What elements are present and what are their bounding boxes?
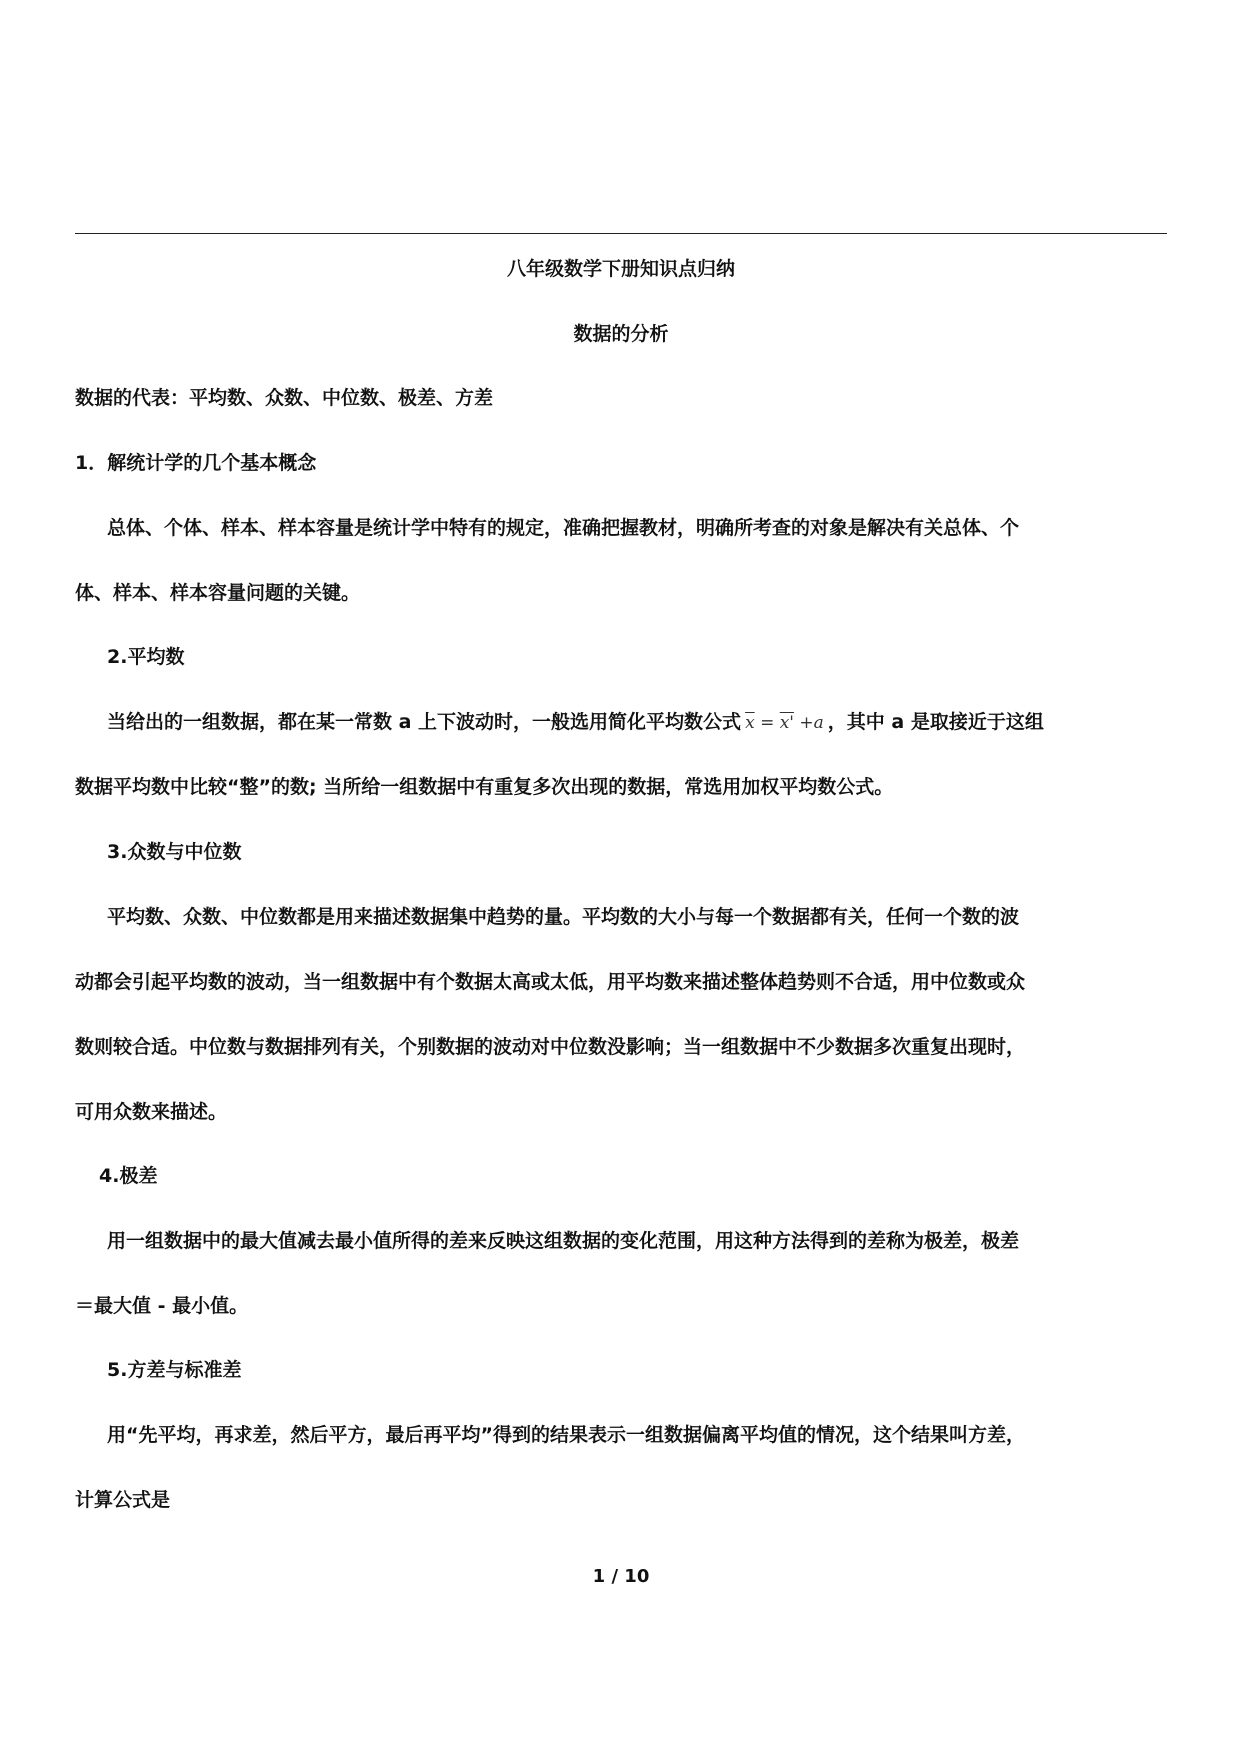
simplified-mean-formula (745, 713, 824, 733)
section-5-line-2: 计算公式是 (75, 1489, 171, 1511)
intro-line: 数据的代表：平均数、众数、中位数、极差、方差 (75, 387, 494, 409)
section-4-line-1: 用一组数据中的最大值减去最小值所得的差来反映这组数据的变化范围，用这种方法得到的差称为极差，极差 (107, 1230, 1020, 1252)
section-2-line-2: 数据平均数中比较“整”的数; 当所给一组数据中有重复多次出现的数据，常选用加权平均数公式。 (75, 776, 894, 798)
section-heading-2: 2.平均数 (107, 646, 185, 668)
document-title: 八年级数学下册知识点归纳 (506, 258, 735, 280)
section-1-line-2: 体、样本、样本容量问题的关键。 (75, 582, 361, 604)
section-3-line-4: 可用众数来描述。 (75, 1101, 228, 1123)
section-2-line-1-before: 当给出的一组数据，都在某一常数 a 上下波动时，一般选用简化平均数公式 (107, 711, 742, 733)
page-number: 1 / 10 (592, 1566, 650, 1587)
section-heading-1: 1．解统计学的几个基本概念 (75, 452, 317, 474)
header-rule (75, 233, 1167, 234)
section-2-line-1 (107, 713, 1044, 732)
section-3-line-3: 数则较合适。中位数与数据排列有关，个别数据的波动对中位数没影响；当一组数据中不少数据多次重复出现时， (75, 1036, 1026, 1058)
section-5-line-1: 用“先平均，再求差，然后平方，最后再平均”得到的结果表示一组数据偏离平均值的情况，这个结果叫方差， (107, 1424, 1025, 1446)
formula-plus: +a (799, 713, 824, 733)
section-heading-4: 4.极差 (99, 1165, 158, 1187)
section-1-line-1: 总体、个体、样本、样本容量是统计学中特有的规定，准确把握教材，明确所考查的对象是解决有关总体、个 (107, 517, 1020, 539)
formula-lhs: $\overline{x}$ (745, 713, 755, 733)
formula-eq: = (760, 713, 775, 733)
section-3-line-1: 平均数、众数、中位数都是用来描述数据集中趋势的量。平均数的大小与每一个数据都有关，任何一个数的波 (107, 906, 1020, 928)
section-heading-3: 3.众数与中位数 (107, 841, 242, 863)
section-heading-5: 5.方差与标准差 (107, 1359, 242, 1381)
document-subtitle: 数据的分析 (573, 323, 669, 345)
formula-rhs: x' (779, 713, 794, 733)
section-4-line-2: ＝最大值 - 最小值。 (75, 1295, 249, 1317)
section-3-line-2: 动都会引起平均数的波动，当一组数据中有个数据太高或太低，用平均数来描述整体趋势则不合适，用中位数或众 (75, 971, 1026, 993)
section-2-line-1-after: ，其中 a 是取接近于这组 (827, 711, 1044, 733)
